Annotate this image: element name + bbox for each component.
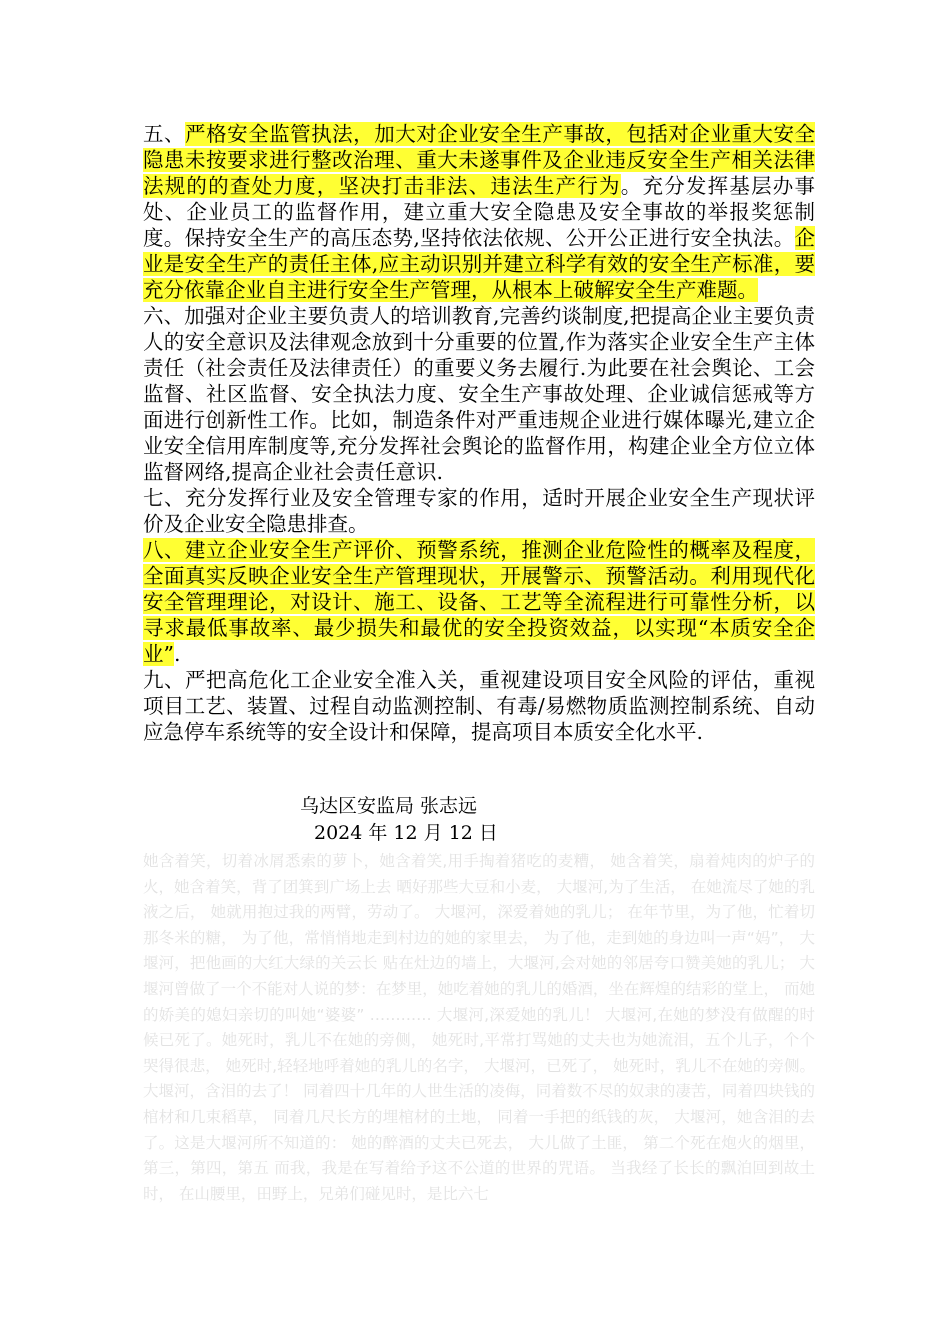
highlight-paragraph-5: 严格安全监管执法，加大对企业安全生产事故，包括对企业重大安全隐患未按要求进行整改治理、重大未遂事件及企业违反安全生产相关法律法规的的查处力度，坚决打击非法、违法生产行为 <box>143 122 816 198</box>
paragraph-5 <box>143 121 815 303</box>
document-body <box>143 121 815 745</box>
paragraph-8-rest: . <box>173 642 181 666</box>
paragraph-6: 六、加强对企业主要负责人的培训教育,完善约谈制度,把提高企业主要负责人的安全意识及法律观念放到十分重要的位置,作为落实企业安全生产主体责任（社会责任及法律责任）的重要义务去履行.为此要在社会舆论、工会监督、社区监督、安全执法力度、安全生产事故处理、企业诚信惩戒等方面进行创新性工作。比如，制造条件对严重违规企业进行媒体曝光,建立企业安全信用库制度等,充分发挥社会舆论的监督作用，构建企业全方位立体监督网络,提高企业社会责任意识. <box>143 304 815 484</box>
highlight-paragraph-5-b: 企业是安全生产的责任主体,应主动识别并建立科学有效的安全生产标准，要充分依靠企业自主进行安全生产管理，从根本上破解安全生产难题。 <box>143 226 815 302</box>
paragraph-9: 九、严把高危化工企业安全准入关，重视建设项目安全风险的评估，重视项目工艺、装置、过程自动监测控制、有毒/易燃物质监测控制系统、自动应急停车系统等的安全设计和保障，提高项目本质安全化水平. <box>143 668 815 744</box>
watermark-text: 她含着笑，切着冰屑悉索的萝卜，她含着笑,用手掏着猪吃的麦糟， 她含着笑，扇着炖肉的炉子的火，她含着笑，背了团箕到广场上去 晒好那些大豆和小麦， 大堰河,为了生活， 在她流尽了她的乳液之后， 她就用抱过我的两臂，劳动了。 大堰河，深爱着她的乳儿； 在年节里，为了他，忙着切那冬米的糖， 为了他，常悄悄地走到村边的她的家里去， 为了他，走到她的身边叫一声“妈”， 大堰河，把他画的大红大绿的关云长 贴在灶边的墙上，大堰河,会对她的邻居夸口赞美她的乳儿； 大堰河曾做了一个不能对人说的梦：在梦里，她吃着她的乳儿的婚酒，坐在辉煌的结彩的堂上， 而她的娇美的媳妇亲切的叫她“婆婆” ………… 大堰河,深爱她的乳儿！ 大堰河,在她的梦没有做醒的时候已死了。她死时，乳儿不在她的旁侧， 她死时,平常打骂她的丈夫也为她流泪，五个儿子，个个哭得很悲， 她死时,轻轻地呼着她的乳儿的名字， 大堰河，已死了， 她死时，乳儿不在她的旁侧。 大堰河，含泪的去了！ 同着四十几年的人世生活的凌侮，同着数不尽的奴隶的凄苦，同着四块钱的棺材和几束稻草， 同着几尺长方的埋棺材的土地， 同着一手把的纸钱的灰， 大堰河，她含泪的去了。这是大堰河所不知道的： 她的醉酒的丈夫已死去， 大儿做了土匪， 第二个死在炮火的烟里， 第三，第四，第五 而我，我是在写着给予这不公道的世界的咒语。 当我经了长长的飘泊回到故土时， 在山腰里，田野上，兄弟们碰见时，是比六七 <box>143 852 815 1203</box>
paragraph-5-prefix: 五、 <box>143 122 186 146</box>
highlight-paragraph-8: 八、建立企业安全生产评价、预警系统，推测企业危险性的概率及程度，全面真实反映企业安全生产管理现状，开展警示、预警活动。利用现代化安全管理理论，对设计、施工、设备、工艺等全流程进行可靠性分析，以寻求最低事故率、最少损失和最优的安全投资效益，以实现“本质安全企业” <box>143 538 815 666</box>
paragraph-8 <box>143 537 815 667</box>
date: 2024 年 12 月 12 日 <box>314 822 498 844</box>
paragraph-5-rest: 。充分发挥基层办事处、企业员工的监督作用，建立重大安全隐患及安全事故的举报奖惩制度。保持安全生产的高压态势,坚持依法依规、公开公正进行安全执法。 <box>143 174 815 250</box>
signature: 乌达区安监局 张志远 <box>300 795 478 817</box>
paragraph-7: 七、充分发挥行业及安全管理专家的作用，适时开展企业安全生产现状评价及企业安全隐患排查。 <box>143 486 815 536</box>
